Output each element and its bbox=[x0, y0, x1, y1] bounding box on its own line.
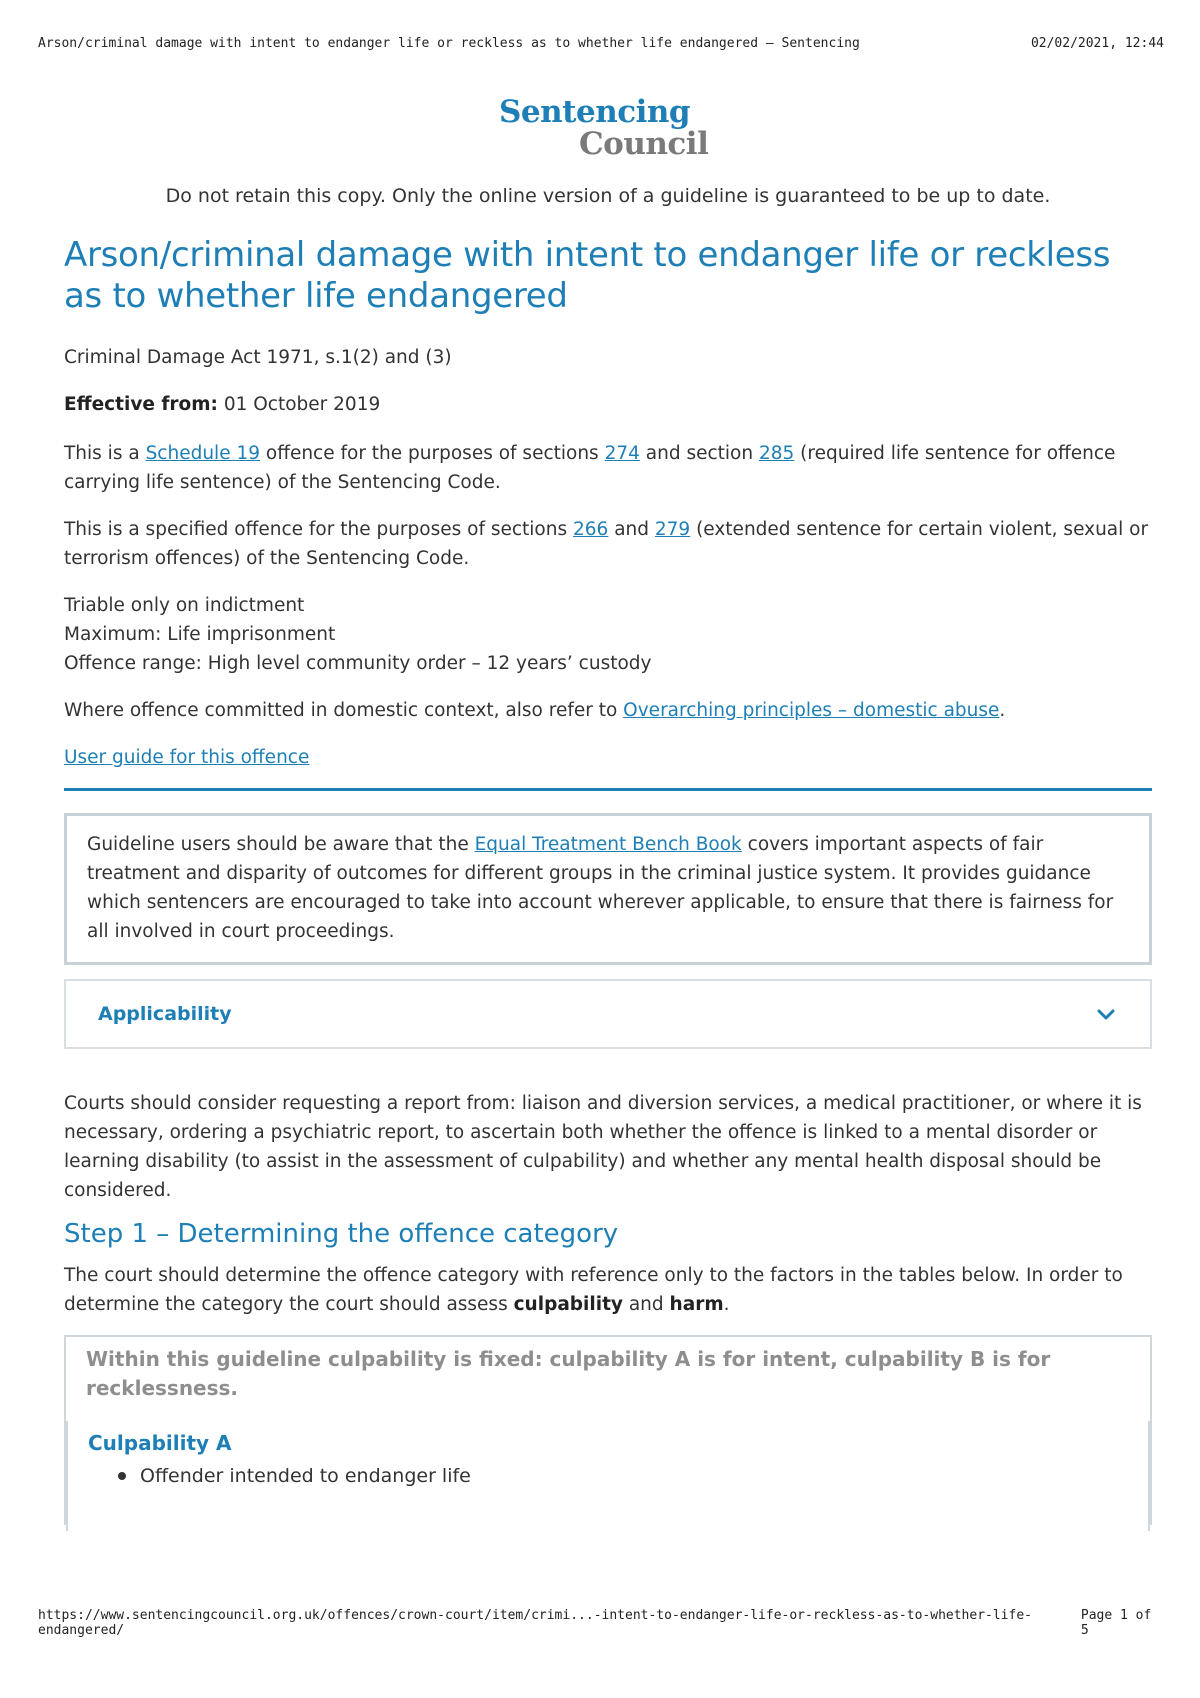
text: Where offence committed in domestic context, also refer to bbox=[64, 700, 624, 721]
text: and bbox=[622, 1294, 670, 1315]
culpability-box bbox=[64, 1335, 1152, 1525]
text: harm bbox=[669, 1294, 724, 1315]
text: culpability bbox=[513, 1294, 623, 1315]
print-header bbox=[38, 36, 1164, 51]
culpability-a-heading: Culpability A bbox=[88, 1431, 232, 1455]
culpability-a-panel bbox=[66, 1421, 1150, 1531]
text: . bbox=[723, 1294, 730, 1315]
text: and bbox=[608, 519, 655, 540]
courts-report-paragraph: Courts should consider requesting a report from: liaison and diversion services, a medical practitioner, or where it is necessary, ordering a psychiatric report, to ascertain both whether the offence is linked to a mental disorder or learning disability (to assist in the assessment of culpability) and whether any mental health disposal should be considered. bbox=[64, 1093, 1142, 1201]
legislation-reference: Criminal Damage Act 1971, s.1(2) and (3) bbox=[64, 347, 452, 368]
equal-treatment-bench-book-link[interactable]: Equal Treatment Bench Book bbox=[474, 834, 742, 855]
list-item-text: Offender intended to endanger life bbox=[140, 1465, 471, 1487]
page-title: Arson/criminal damage with intent to endanger life or reckless as to whether life endangered bbox=[64, 235, 1111, 316]
print-footer-page: Page 1 of 5 bbox=[1080, 1608, 1152, 1638]
equal-treatment-callout bbox=[64, 813, 1152, 965]
effective-label: Effective from: bbox=[64, 394, 218, 415]
domestic-abuse-link[interactable]: Overarching principles – domestic abuse bbox=[623, 700, 1000, 721]
logo-line-2: Council bbox=[579, 126, 709, 162]
triable-text: Triable only on indictment bbox=[64, 595, 305, 616]
offence-range-text: Offence range: High level community order – 12 years’ custody bbox=[64, 653, 652, 674]
domestic-context-paragraph bbox=[64, 696, 1152, 725]
chevron-down-icon[interactable] bbox=[1094, 1002, 1118, 1026]
schedule-19-paragraph bbox=[64, 439, 1152, 497]
sentencing-council-logo[interactable] bbox=[499, 94, 709, 164]
print-footer-url: https://www.sentencingcouncil.org.uk/offences/crown-court/item/crimi...-intent-to-endanger-life-or-reckless-as-to-whether-life-endangered/ bbox=[38, 1608, 1032, 1638]
user-guide-link[interactable]: User guide for this offence bbox=[64, 747, 310, 768]
text: covers important aspects of fair treatment and disparity of outcomes for different groups in the criminal justice system. It provides guidance which sentencers are encouraged to take into account wherever applicable, to ensure that there is fairness for all involved in court proceedings. bbox=[87, 834, 1114, 942]
print-header-title: Arson/criminal damage with intent to endanger life or reckless as to whether life endangered – Sentencing bbox=[38, 36, 860, 51]
culpability-intro: Within this guideline culpability is fixed: culpability A is for intent, culpability B is for recklessness. bbox=[86, 1347, 1051, 1400]
logo-line-1: Sentencing bbox=[499, 94, 691, 130]
schedule-19-link[interactable]: Schedule 19 bbox=[145, 443, 260, 464]
effective-value: 01 October 2019 bbox=[217, 394, 381, 415]
section-divider bbox=[64, 788, 1152, 791]
print-header-datetime: 02/02/2021, 12:44 bbox=[1030, 36, 1164, 51]
applicability-accordion[interactable] bbox=[64, 979, 1152, 1049]
maximum-text: Maximum: Life imprisonment bbox=[64, 624, 336, 645]
specified-offence-paragraph bbox=[64, 515, 1152, 573]
text: (required life sentence for offence carrying life sentence) of the Sentencing Code. bbox=[64, 443, 1116, 493]
section-285-link[interactable]: 285 bbox=[758, 443, 795, 464]
text: Guideline users should be aware that the bbox=[87, 834, 475, 855]
section-274-link[interactable]: 274 bbox=[604, 443, 640, 464]
list-item bbox=[118, 1465, 1128, 1487]
text: The court should determine the offence category with reference only to the factors in the tables below. In order to determine the category the court should assess bbox=[64, 1265, 1123, 1315]
main-content bbox=[64, 182, 1152, 1525]
section-279-link[interactable]: 279 bbox=[654, 519, 691, 540]
text: (extended sentence for certain violent, sexual or terrorism offences) of the Sentencing Code. bbox=[64, 519, 1149, 569]
step-1-paragraph bbox=[64, 1261, 1152, 1319]
retention-notice: Do not retain this copy. Only the online version of a guideline is guaranteed to be up to date. bbox=[165, 185, 1051, 207]
callout-text bbox=[87, 830, 1129, 946]
print-footer bbox=[38, 1608, 1164, 1638]
accordion-title: Applicability bbox=[98, 1003, 232, 1025]
effective-date bbox=[64, 390, 1152, 419]
text: offence for the purposes of sections bbox=[260, 443, 605, 464]
text: This is a specified offence for the purposes of sections bbox=[64, 519, 573, 540]
bullet-icon bbox=[118, 1472, 126, 1480]
text: and section bbox=[639, 443, 759, 464]
text: . bbox=[999, 700, 1006, 721]
step-1-heading: Step 1 – Determining the offence category bbox=[64, 1219, 619, 1249]
section-266-link[interactable]: 266 bbox=[573, 519, 609, 540]
text: This is a bbox=[64, 443, 146, 464]
